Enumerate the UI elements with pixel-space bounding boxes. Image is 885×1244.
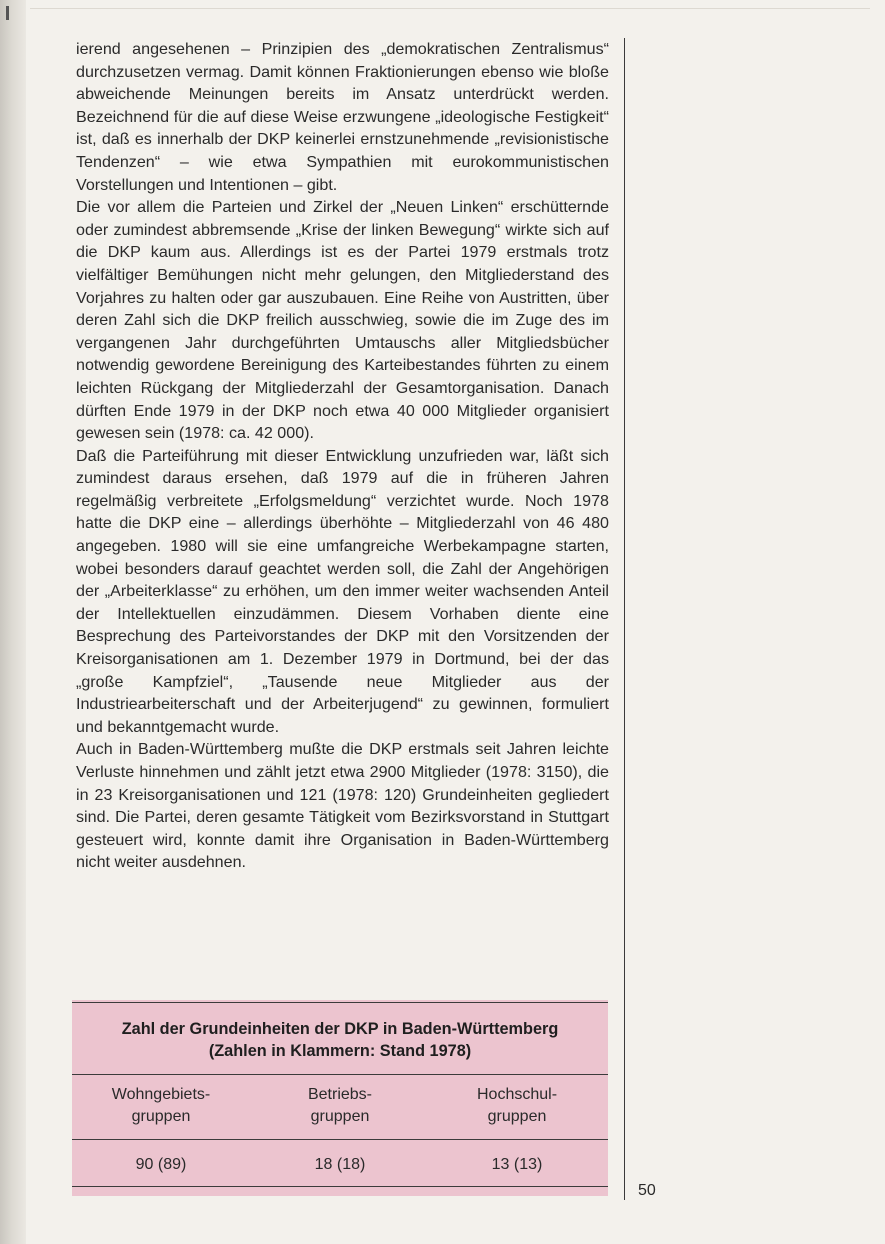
page-top-edge [30,8,870,9]
header-line: Wohngebiets- [111,1086,211,1103]
table-top-rule [72,1002,608,1003]
table-header-wohngebiet [71,1084,251,1128]
table-title-line-2: (Zahlen in Klammern: Stand 1978) [208,1042,472,1060]
header-line: gruppen [310,1108,370,1125]
table-title [72,1018,608,1062]
table-body-rule [72,1139,608,1140]
paragraph-4: Auch in Baden-Württemberg mußte die DKP erstmals seit Jahren leichte Verluste hinnehmen und zählt jetzt etwa 2900 Mitglieder (1978: 3150), die in 23 Kreisorganisationen und 121 (1978: 120) Grundeinheiten gegliedert sind. Die Partei, deren gesamte Tätigkeit vom Bezirksvorstand in Stuttgart gesteuert wird, konnte damit ihre Organisation in Baden-Württemberg nicht weiter ausdehnen. [76,740,609,872]
header-line: Betriebs- [307,1086,373,1103]
header-line: Hochschul- [476,1086,558,1103]
column-rule [624,38,625,1200]
table-value-wohngebiet: 90 (89) [135,1156,187,1173]
paragraph-3: Daß die Parteiführung mit dieser Entwicklung unzufrieden war, läßt sich zumindest daraus ersehen, daß 1979 auf die in früheren Jahren regelmäßig verbreitete „Erfolgsmeldung“ verzichtet wurde. Noch 1978 hatte die DKP eine – allerdings überhöhte – Mitgliederzahl von 46 480 angegeben. 1980 will sie eine umfangreiche Werbekampagne starten, wobei besonders darauf geachtet werden soll, die Zahl der Angehörigen der „Arbeiterklasse“ zu erhöhen, um den immer weiter wachsenden Anteil der Intellektuellen einzudämmen. Diesem Vorhaben diente eine Besprechung des Parteivorstandes der DKP mit den Vorsitzenden der Kreisorganisationen am 1. Dezember 1979 in Dortmund, bei der das „große Kampfziel“, „Tausende neue Mitglieder aus der Industriearbeiterschaft und der Arbeiterjugend“ zu gewinnen, formuliert und bekanntgemacht wurde. [76,446,609,736]
table-header-betrieb [250,1084,430,1128]
paragraph-2: Die vor allem die Parteien und Zirkel der „Neuen Linken“ erschütternde oder zumindest abbremsende „Krise der linken Bewegung“ wirkte sich auf die DKP kaum aus. Allerdings ist es der Partei 1979 erstmals trotz vielfältiger Bemühungen nicht mehr gelungen, den Mitgliederstand des Vorjahres zu halten oder gar auszubauen. Eine Reihe von Austritten, über deren Zahl sich die DKP freilich ausschwieg, sowie die im Zuge des im vergangenen Jahr durchgeführten Umtauschs aller Mitgliedsbücher notwendig gewordene Bereinigung des Karteibestandes führten zu einem leichten Rückgang der Mitgliederzahl der Gesamtorganisation. Danach dürften Ende 1979 in der DKP noch etwa 40 000 Mitglieder organisiert gewesen sein (1978: ca. 42 000). [76,198,609,443]
table-value-betrieb: 18 (18) [314,1156,366,1173]
table-title-line-1: Zahl der Grundeinheiten der DKP in Baden-Württemberg [121,1020,559,1038]
paragraph-1: ierend angesehenen – Prinzipien des „demokratischen Zentralismus“ durchzusetzen vermag. Damit können Fraktionierungen ebenso wie bloße abweichende Meinungen bereits im Ansatz unterdrückt werden. Bezeichnend für die auf diese Weise erzwungene „ideologische Festigkeit“ ist, daß es innerhalb der DKP keinerlei ernstzunehmende „revisionistische Tendenzen“ – wie etwa Sympathien mit eurokommunistischen Vorstellungen und Intentionen – gibt. [76,40,609,194]
book-spine-shadow [0,0,26,1244]
table-header-hochschul [427,1084,607,1128]
header-line: gruppen [131,1108,191,1125]
page-number: 50 [638,1182,656,1199]
body-text [76,38,609,874]
table-header-rule [72,1074,608,1075]
statistics-table [72,1000,608,1196]
header-line: gruppen [487,1108,547,1125]
table-bottom-rule [72,1186,608,1187]
spine-mark [6,6,9,20]
table-value-hochschul: 13 (13) [491,1156,543,1173]
